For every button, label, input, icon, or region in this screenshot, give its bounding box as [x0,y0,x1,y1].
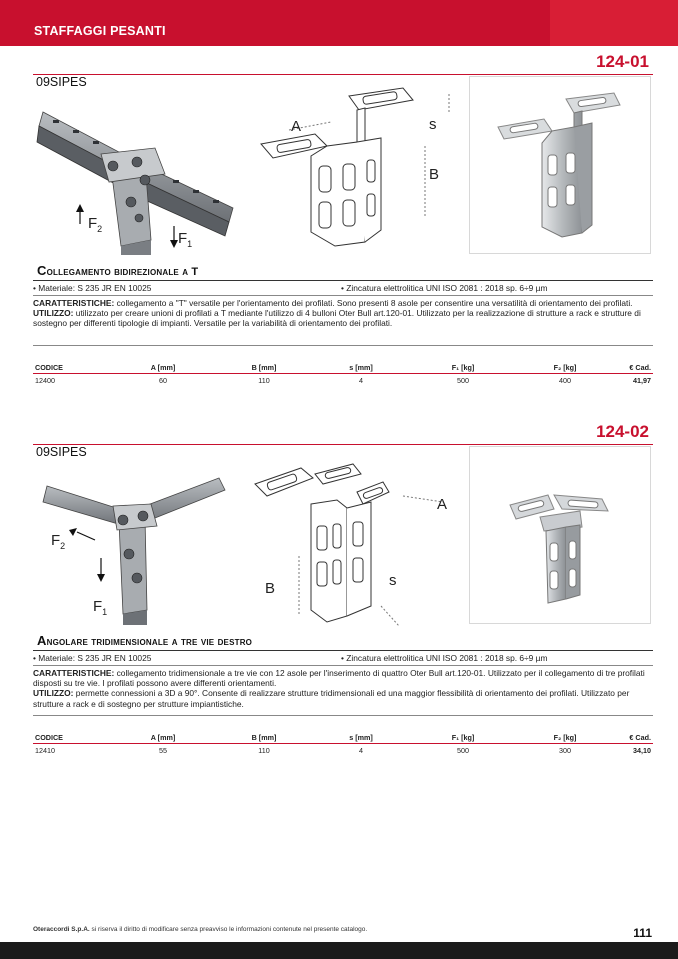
product-code: 124-01 [596,52,649,71]
page-number: 111 [633,926,652,940]
product-description: CARATTERISTICHE: collegamento a "T" versatile per l'orientamento dei profilati. Sono presenti 8 asole per consentire una versatilità di orientamento dei profilati. UTILIZZO: utilizzato per creare unioni di profilati a T mediante l'utilizzo di 4 bulloni Oter Bull art.120-01. Utilizzato per la realizzazione di strutture a rack e strutture di sostegno per differenti tipologie di impianti. Versatile per la variabilità di orientamento dei profilati. [33,298,641,329]
product-code: 124-02 [596,422,649,441]
table-row: 12410 55 110 4 500 300 34,10 [35,746,651,755]
footer-bar [0,942,678,959]
desc-divider [33,345,653,346]
product-section-124-02 [33,420,653,770]
product-title: Angolare tridimensionale a tre vie destro [37,633,253,648]
spec-material: • Materiale: S 235 JR EN 10025 [33,283,152,293]
table-header-row: CODICE A [mm] B [mm] s [mm] F₁ [kg] F₂ [kg] € Cad. [35,733,651,742]
installation-illustration [33,460,238,625]
code-divider [33,444,653,445]
title-divider [33,280,653,281]
spec-divider [33,295,653,296]
force-f2-label: $F_2$ [88,215,103,234]
technical-drawing [253,456,453,626]
dimension-a-label: A [291,118,302,135]
product-family: 09SIPES [36,75,87,89]
spec-divider [33,665,653,666]
dimension-a-label: A [437,496,448,513]
dimension-b-label: B [429,166,440,183]
technical-drawing [253,86,453,256]
installation-illustration [33,90,238,255]
table-header-row: CODICE A [mm] B [mm] s [mm] F₁ [kg] F₂ [kg] € Cad. [35,363,651,372]
header-title: STAFFAGGI PESANTI [34,24,166,38]
spec-coating: • Zincatura elettrolitica UNI ISO 2081 : 2018 sp. 6÷9 µm [341,283,548,293]
force-f1-label: $F_1$ [93,598,108,617]
price-table [33,731,653,756]
footer-notice: Oteraccordi S.p.A. si riserva il diritto di modificare senza preavviso le informazioni contenute nel presente catalogo. [33,926,368,933]
spec-coating: • Zincatura elettrolitica UNI ISO 2081 : 2018 sp. 6÷9 µm [341,653,548,663]
price-table [33,361,653,386]
product-title: Collegamento bidirezionale a T [37,263,199,278]
product-photo [469,76,651,254]
force-f2-label: $F_2$ [51,532,66,551]
force-f1-label: $F_1$ [178,230,193,249]
product-description: CARATTERISTICHE: collegamento tridimensionale a tre vie con 12 asole per l'inserimento di quattro Oter Bull art.120-01. Utilizzato per il collegamento di tre profilati disposti su tre vie. I profilati possono avere differenti orientamenti. UTILIZZO: permette connessioni a 3D a 90°. Consente di realizzare strutture tridimensionali ed una maggior flessibilità di orientamento dei profilati. Utilizzato per strutture a rack e di sostegno per strutture impiantistiche. [33,668,645,709]
title-divider [33,650,653,651]
code-divider [33,74,653,75]
dimension-b-label: B [265,580,276,597]
table-row: 12400 60 110 4 500 400 41,97 [35,376,651,385]
dimension-s-label: s [429,116,437,133]
product-section-124-01 [33,50,653,390]
dimension-s-label: s [389,572,397,589]
product-photo [469,446,651,624]
header-accent [550,0,678,46]
product-family: 09SIPES [36,445,87,459]
page-header [0,0,678,46]
desc-divider [33,715,653,716]
spec-material: • Materiale: S 235 JR EN 10025 [33,653,152,663]
